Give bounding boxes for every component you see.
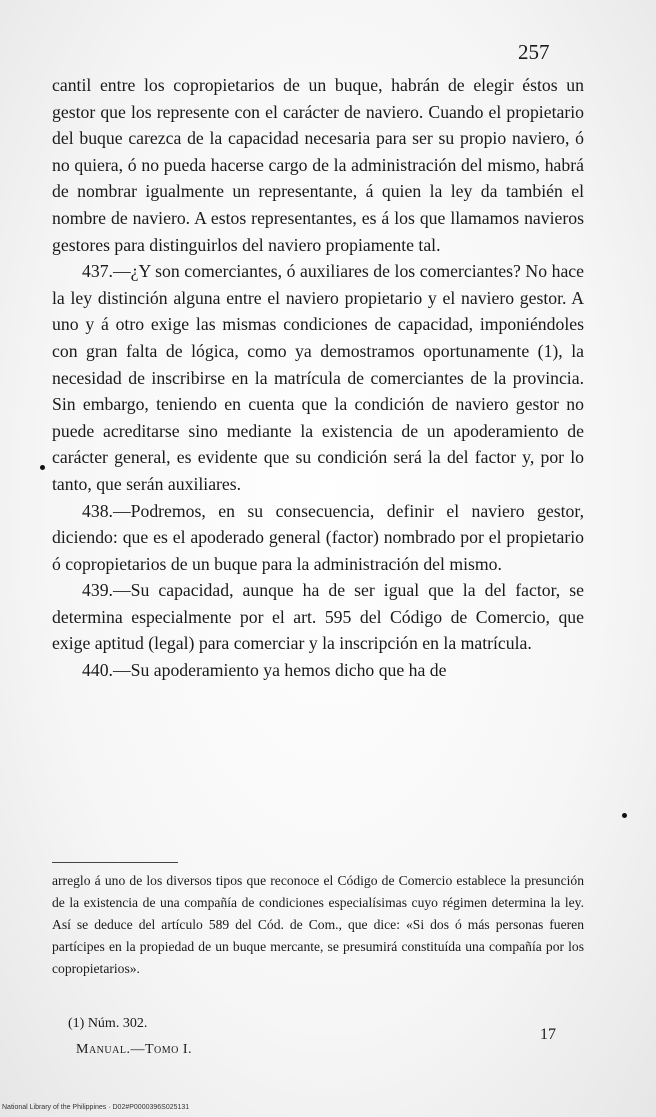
ink-speck	[40, 465, 45, 470]
scan-credit: National Library of the Philippines · D02#P0000396S025131	[2, 1104, 190, 1111]
footnote-text: arreglo á uno de los diversos tipos que reconoce el Código de Comercio establece la presunción de la existencia de una compañía de condiciones especialísimas cuyo régimen determina la ley. Así se deduce del artículo 589 del Cód. de Com., que dice: «Si dos ó más personas fueren partícipes en la propiedad de un buque mercante, se presumirá constituída una compañía por los copropietarios».	[52, 873, 584, 976]
page-number: 257	[518, 40, 550, 64]
signature-mark: Manual.—Tomo I.	[76, 1042, 192, 1057]
paragraph-439: 439.—Su capacidad, aunque ha de ser igual que la del factor, se determina especialmente por el art. 595 del Código de Comercio, que exige aptitud (legal) para comerciar y la inscripción en la matrícula.	[52, 580, 584, 654]
body-text	[52, 72, 584, 684]
footnote-reference: (1) Núm. 302.	[68, 1016, 148, 1031]
paragraph-continuation: cantil entre los copropietarios de un buque, habrán de elegir éstos un gestor que los represente con el carácter de naviero. Cuando el propietario del buque carezca de la capacidad necesaria para ser su propio naviero, ó no quiera, ó no pueda hacerse cargo de la administración del mismo, habrá de nombrar igualmente un representante, á quien la ley da también el nombre de naviero. A estos representantes, es á los que llamamos navieros gestores para distinguirlos del naviero propiamente tal.	[52, 75, 584, 255]
footnote-divider	[52, 862, 178, 863]
paragraph-438: 438.—Podremos, en su consecuencia, definir el naviero gestor, diciendo: que es el apoderado general (factor) nombrado por el propietario ó copropietarios de un buque para la administración del mismo.	[52, 500, 584, 574]
paragraph-437: 437.—¿Y son comerciantes, ó auxiliares de los comerciantes? No hace la ley distinción alguna entre el naviero propietario y el naviero gestor. A uno y á otro exige las mismas condiciones de capacidad, imponiéndoles con gran falta de lógica, como ya demostramos oportunamente (1), la necesidad de inscribirse en la matrícula de comerciantes de la provincia. Sin embargo, teniendo en cuenta que la condición de naviero gestor no puede acreditarse sino mediante la existencia de un apoderamiento de carácter general, es evidente que su condición será la del factor y, por lo tanto, que serán auxiliares.	[52, 261, 584, 494]
sheet-number: 17	[540, 1026, 556, 1043]
paragraph-440: 440.—Su apoderamiento ya hemos dicho que ha de	[82, 660, 447, 681]
ink-speck	[622, 813, 627, 818]
